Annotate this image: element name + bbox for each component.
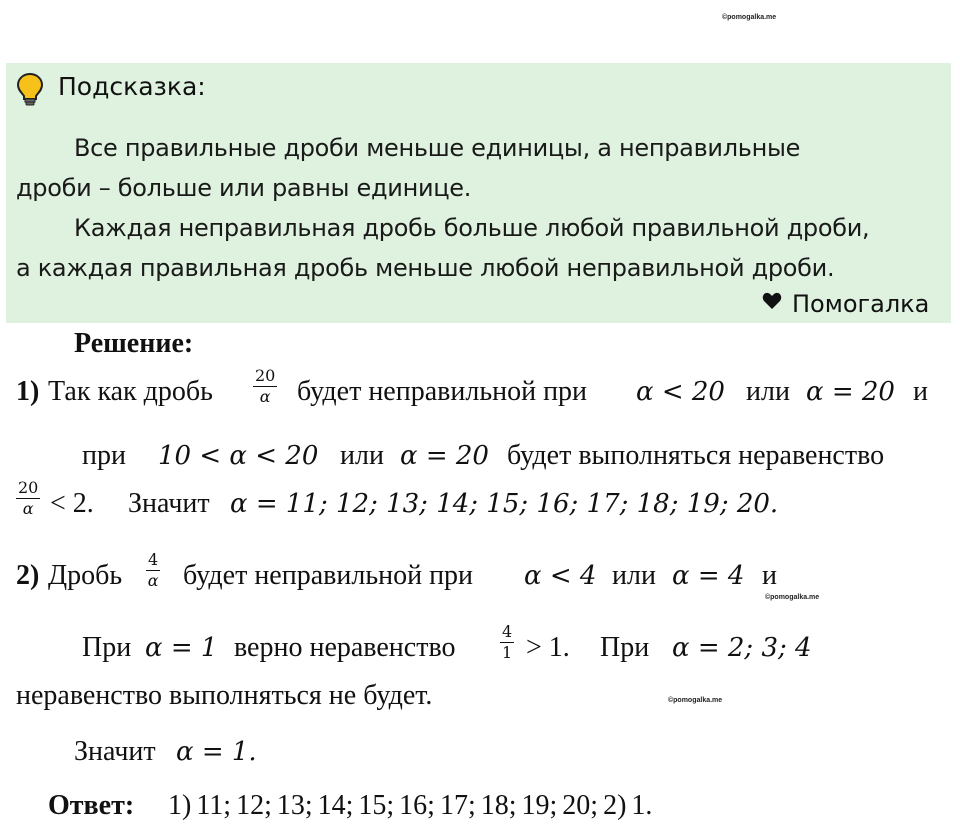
fraction-denominator: 1 xyxy=(502,643,513,662)
fraction-numerator: 20 xyxy=(255,366,276,385)
math-expression: α < 4 xyxy=(524,561,597,591)
fraction-denominator: α xyxy=(22,499,34,518)
solution-text: при xyxy=(82,440,126,471)
fraction-denominator: α xyxy=(259,387,271,406)
solution-text: Так как дробь xyxy=(48,376,213,407)
hint-line: а каждая правильная дробь меньше любой неправильной дроби. xyxy=(16,254,835,282)
solution-text: При xyxy=(82,632,132,663)
math-expression: α = 11; 12; 13; 14; 15; 16; 17; 18; 19; 20. xyxy=(230,489,779,519)
solution-text: Дробь xyxy=(48,560,123,591)
watermark: ©pomogalka.me xyxy=(722,14,777,21)
solution-text: или xyxy=(746,376,790,407)
heart-icon xyxy=(762,292,782,310)
solution-text: неравенство выполняться не будет. xyxy=(16,680,433,711)
fraction xyxy=(253,366,277,407)
math-expression: α < 20 xyxy=(636,377,725,407)
math-expression: α = 20 xyxy=(400,441,489,471)
solution-text: > 1. xyxy=(526,632,570,663)
solution-text: При xyxy=(600,632,650,663)
solution-text: будет неправильной при xyxy=(297,376,588,407)
answer-text: 1) 11; 12; 13; 14; 15; 16; 17; 18; 19; 20; 2) 1. xyxy=(168,790,653,821)
fraction-numerator: 20 xyxy=(18,478,39,497)
solution-text: будет выполняться неравенство xyxy=(507,440,885,471)
solution-text: Значит xyxy=(128,488,210,519)
hint-line: дроби – больше или равны единице. xyxy=(16,174,472,202)
answer-label: Ответ: xyxy=(48,790,135,821)
solution-text: и xyxy=(762,560,777,591)
fraction-numerator: 4 xyxy=(502,622,513,641)
solution-text: верно неравенство xyxy=(234,632,456,663)
hint-title: Подсказка: xyxy=(58,72,206,101)
brand-name: Помогалка xyxy=(792,290,930,318)
solution-text: или xyxy=(612,560,656,591)
solution-heading: Решение: xyxy=(74,328,194,359)
math-expression: α = 4 xyxy=(672,561,745,591)
math-expression: α = 20 xyxy=(806,377,895,407)
watermark: ©pomogalka.me xyxy=(668,697,723,704)
math-expression: α = 2; 3; 4 xyxy=(672,633,812,663)
fraction xyxy=(146,550,160,591)
solution-text: и xyxy=(913,376,928,407)
solution-text: < 2. xyxy=(50,488,94,519)
fraction xyxy=(500,622,514,663)
hint-line: Все правильные дроби меньше единицы, а неправильные xyxy=(74,134,801,162)
math-expression: α = 1. xyxy=(176,737,257,767)
watermark: ©pomogalka.me xyxy=(765,594,820,601)
solution-text: Значит xyxy=(74,736,156,767)
lightbulb-icon xyxy=(16,72,44,106)
fraction-numerator: 4 xyxy=(148,550,159,569)
math-expression: 10 < α < 20 xyxy=(158,441,319,471)
math-expression: α = 1 xyxy=(145,633,218,663)
item-number: 1) xyxy=(16,376,40,407)
fraction xyxy=(16,478,40,519)
hint-line: Каждая неправильная дробь больше любой правильной дроби, xyxy=(74,214,870,242)
solution-text: будет неправильной при xyxy=(183,560,474,591)
item-number: 2) xyxy=(16,560,40,591)
fraction-denominator: α xyxy=(147,571,159,590)
solution-text: или xyxy=(340,440,384,471)
